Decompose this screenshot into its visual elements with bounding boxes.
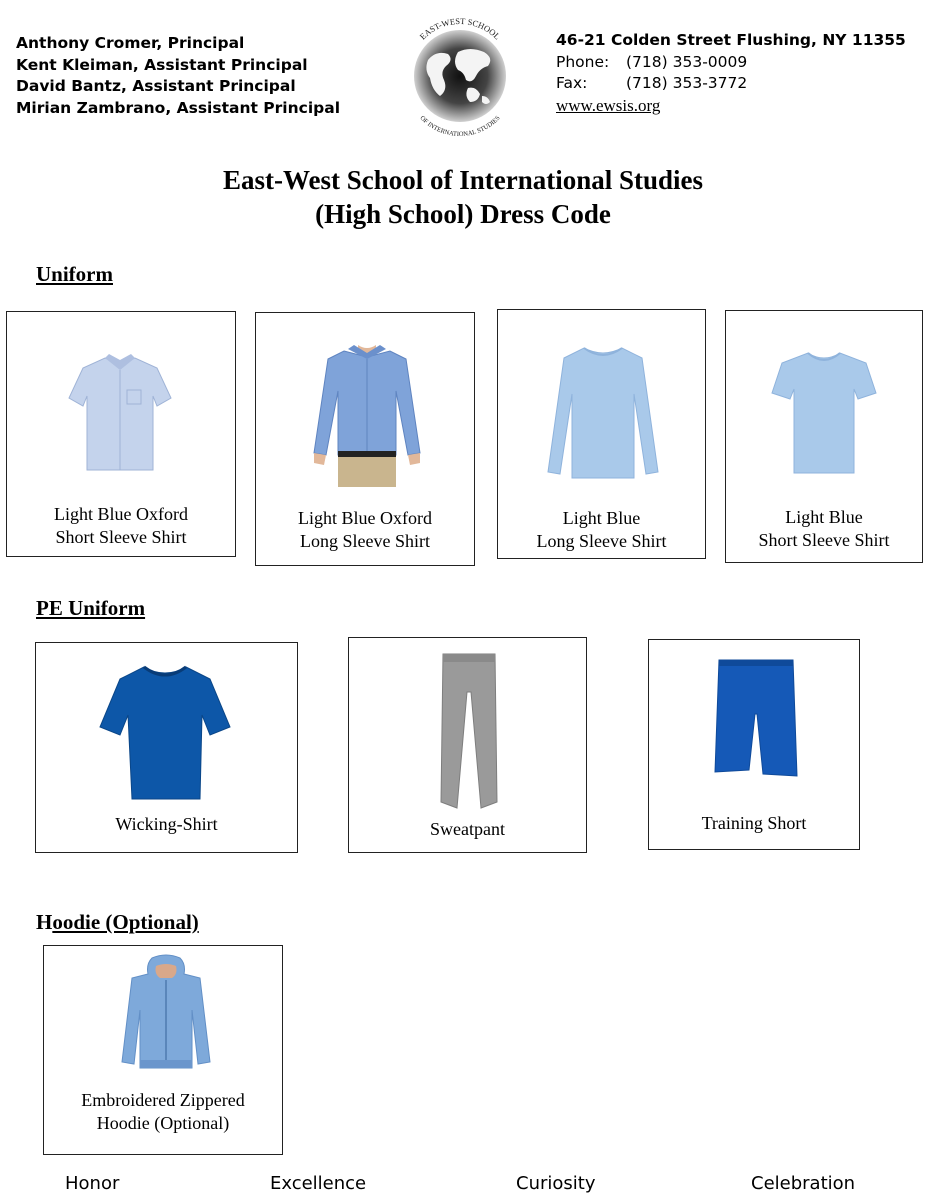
- title-line-2: (High School) Dress Code: [315, 199, 611, 229]
- website-link[interactable]: www.ewsis.org: [556, 95, 661, 115]
- pe-item-wicking-shirt: [35, 642, 298, 853]
- staff-list: [16, 33, 340, 119]
- zippered-hoodie-image: [118, 954, 214, 1070]
- uniform-item-caption: Light Blue Oxford Short Sleeve Shirt: [54, 504, 188, 547]
- uniform-item-long-sleeve-tee: [497, 309, 706, 559]
- phone-label: Phone:: [556, 52, 610, 71]
- fax-row: [556, 73, 906, 95]
- oxford-long-sleeve-shirt-image: [308, 343, 426, 488]
- uniform-item-oxford-short-sleeve: [6, 311, 236, 557]
- uniform-item-caption: Light Blue Oxford Long Sleeve Shirt: [298, 508, 432, 551]
- title-line-1: East-West School of International Studies: [222, 165, 704, 195]
- long-sleeve-tee-image: [544, 344, 662, 484]
- footer-value-curiosity: Curiosity: [516, 1173, 596, 1194]
- short-sleeve-tee-image: [770, 349, 878, 475]
- logo-bottom-text: OF INTERNATIONAL STUDIES: [418, 114, 502, 136]
- school-logo: [398, 12, 522, 136]
- uniform-heading: Uniform: [36, 262, 113, 286]
- oxford-short-sleeve-shirt-image: [67, 352, 173, 472]
- phone-row: [556, 52, 906, 74]
- footer-value-honor: Honor: [65, 1173, 120, 1194]
- pe-item-training-short: [648, 639, 860, 850]
- page-title: [0, 163, 926, 231]
- pe-item-caption: Sweatpant: [430, 819, 505, 839]
- staff-principal: Anthony Cromer, Principal: [16, 34, 245, 52]
- sweatpant-image: [437, 652, 501, 812]
- staff-assistant-principal-2: David Bantz, Assistant Principal: [16, 77, 296, 95]
- hoodie-item-zippered: [43, 945, 283, 1155]
- training-short-image: [713, 658, 799, 780]
- wicking-shirt-image: [98, 663, 232, 801]
- phone-number: (718) 353-0009: [626, 52, 748, 71]
- pe-item-sweatpant: [348, 637, 587, 853]
- staff-assistant-principal-3: Mirian Zambrano, Assistant Principal: [16, 98, 341, 117]
- fax-number: (718) 353-3772: [626, 74, 748, 92]
- footer-value-excellence: Excellence: [270, 1173, 367, 1194]
- uniform-item-caption: Light Blue Short Sleeve Shirt: [758, 507, 890, 550]
- footer-value-celebration: Celebration: [751, 1173, 856, 1194]
- uniform-item-short-sleeve-tee: [725, 310, 923, 563]
- staff-assistant-principal-1: Kent Kleiman, Assistant Principal: [16, 55, 308, 74]
- school-address: 46-21 Colden Street Flushing, NY 11355: [556, 31, 906, 49]
- uniform-item-caption: Light Blue Long Sleeve Shirt: [536, 508, 667, 551]
- hoodie-heading: Hoodie (Optional): [36, 910, 199, 934]
- uniform-item-oxford-long-sleeve: [255, 312, 475, 566]
- contact-block: [556, 30, 906, 116]
- fax-label: Fax:: [556, 74, 588, 92]
- hoodie-item-caption: Embroidered Zippered Hoodie (Optional): [81, 1090, 245, 1133]
- pe-item-caption: Wicking-Shirt: [115, 814, 218, 834]
- logo-top-text: EAST-WEST SCHOOL: [417, 15, 503, 42]
- pe-uniform-heading: PE Uniform: [36, 596, 146, 620]
- pe-item-caption: Training Short: [701, 813, 807, 833]
